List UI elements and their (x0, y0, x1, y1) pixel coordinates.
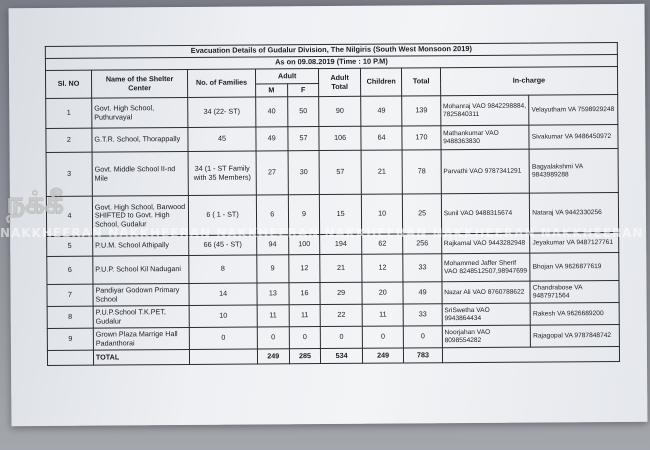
row-total: 170 (402, 126, 440, 150)
row-incharge-va: Chandrabose VA 9487971564 (530, 280, 619, 303)
total-m: 249 (257, 349, 289, 364)
row-incharge-va: Nataraj VA 9442330256 (530, 192, 619, 233)
row-female: 57 (288, 127, 320, 151)
row-sl-no: 2 (46, 128, 92, 152)
row-incharge-va: Rakesh VA 9626689200 (530, 302, 619, 325)
row-female: 11 (289, 305, 321, 327)
row-adult-total: 57 (319, 150, 361, 194)
row-families: 14 (189, 283, 257, 305)
row-families: 0 (189, 327, 257, 349)
row-families: 10 (189, 305, 257, 327)
total-children: 249 (362, 348, 404, 363)
total-label: TOTAL (93, 349, 189, 365)
total-total: 783 (404, 348, 442, 363)
header-total: Total (402, 68, 440, 96)
row-incharge-vao: Mohanraj VAO 9842298884, 7825840311 (440, 95, 529, 126)
row-families: 66 (45 - ST) (189, 235, 257, 255)
row-female: 0 (289, 327, 321, 349)
row-sl-no: 9 (47, 328, 93, 350)
row-male: 11 (257, 305, 289, 327)
row-total: 0 (404, 326, 442, 348)
row-shelter-name: Grown Plaza Marrige Hall Padanthorai (93, 327, 189, 350)
total-families (190, 349, 258, 364)
table-row (46, 192, 618, 236)
row-shelter-name: Govt. Middle School II-nd Mile (92, 151, 189, 196)
row-incharge-va: Velayutham VA 7598929248 (529, 94, 618, 125)
row-female: 9 (288, 195, 320, 235)
row-shelter-name: P.U.P.School T.K.PET, Gudalur (93, 305, 189, 328)
total-blank (47, 350, 93, 365)
row-female: 30 (288, 151, 320, 195)
row-male: 27 (256, 151, 288, 195)
row-sl-no: 7 (47, 284, 93, 306)
row-children: 49 (361, 96, 403, 126)
row-sl-no: 6 (47, 256, 93, 284)
row-shelter-name: G.T.R. School, Thorappally (92, 127, 188, 152)
row-adult-total: 0 (321, 326, 363, 348)
header-f: F (287, 84, 319, 97)
header-children: Children (360, 68, 402, 96)
row-shelter-name: Pandiyar Godown Primary School (93, 283, 189, 306)
row-male: 9 (257, 255, 289, 283)
row-incharge-va: Jeyakumar VA 9487127761 (530, 232, 619, 253)
row-sl-no: 3 (46, 152, 92, 196)
row-adult-total: 90 (319, 96, 361, 126)
row-male: 94 (257, 235, 289, 255)
row-adult-total: 194 (320, 234, 362, 254)
table-subtitle: As on 09.08.2019 (Time : 10 P.M) (45, 54, 617, 70)
row-sl-no: 8 (47, 306, 93, 328)
row-incharge-vao: Mathankumar VAO 9488363830 (441, 125, 530, 150)
row-total: 256 (403, 234, 441, 254)
row-incharge-va: Bagyalakshmi VA 9843989288 (529, 148, 618, 193)
row-children: 12 (362, 254, 404, 282)
row-adult-total: 29 (320, 282, 362, 304)
table-title: Evacuation Details of Gudalur Division, The Nilgiris (South West Monsoon 2019) (45, 42, 617, 58)
watermark-text: NAKKHEERAN NAKKHEERAN NAKKHEERAN NAKKHEERAN NAKKHEERAN NAKKHEERAN (0, 226, 644, 240)
row-sl-no: 5 (47, 236, 93, 256)
row-total: 33 (403, 254, 441, 282)
row-adult-total: 21 (320, 254, 362, 282)
row-total: 25 (403, 194, 442, 234)
row-incharge-vao: Nazar Ali VAO 8760788622 (442, 281, 531, 304)
row-children: 0 (362, 326, 404, 348)
header-m: M (256, 84, 288, 97)
row-shelter-name: P.U.P. School Kil Nadugani (93, 255, 189, 284)
row-adult-total: 106 (319, 126, 361, 150)
row-incharge-va: Sivakumar VA 9486450972 (529, 124, 618, 149)
header-sl-no: Sl. NO (45, 70, 91, 98)
row-adult-total: 22 (320, 304, 362, 326)
row-shelter-name: Govt. High School, Barwood SHIFTED to Govt. High School, Gudalur (92, 195, 188, 236)
header-adult-total: Adult Total (319, 68, 361, 96)
row-female: 50 (287, 97, 319, 127)
row-sl-no: 4 (46, 196, 92, 236)
row-total: 139 (402, 96, 440, 126)
total-row (47, 346, 619, 365)
row-total: 49 (403, 282, 441, 304)
row-children: 11 (362, 304, 404, 326)
row-adult-total: 15 (320, 194, 362, 234)
header-families: No. of Families (188, 69, 256, 97)
row-incharge-vao: Sunil VAO 9488315674 (441, 193, 530, 234)
row-families: 45 (188, 127, 256, 151)
row-incharge-vao: Parvathi VAO 9787341291 (441, 149, 530, 194)
header-incharge: In-charge (440, 66, 617, 95)
row-incharge-va: Bhojan VA 9626877619 (530, 252, 619, 281)
row-male: 40 (256, 97, 288, 127)
paper-sheet (9, 4, 648, 426)
row-incharge-vao: SriSwetha VAO 9943864434 (442, 303, 531, 326)
row-families: 8 (189, 255, 257, 283)
row-female: 100 (288, 235, 320, 255)
row-total: 78 (402, 150, 441, 194)
row-female: 12 (288, 255, 320, 283)
row-incharge-vao: Mohammed Jaffer Sherif VAO 8248512507,98947699 (441, 253, 530, 282)
row-incharge-vao: Rajkamal VAO 9443282948 (441, 233, 530, 254)
row-male: 0 (257, 327, 289, 349)
table-row (47, 252, 619, 284)
row-incharge-vao: Noorjahan VAO 8098554282 (442, 325, 531, 348)
header-shelter: Name of the Shelter Center (91, 69, 187, 98)
total-adult: 534 (321, 348, 363, 363)
row-sl-no: 1 (46, 98, 92, 128)
table-row (46, 148, 618, 196)
row-families: 6 ( 1 - ST) (189, 195, 257, 235)
table-row (46, 94, 618, 128)
row-incharge-va: Rajagopal VA 9787848742 (531, 324, 620, 347)
row-children: 21 (361, 150, 403, 194)
row-total: 33 (404, 304, 442, 326)
total-f: 285 (289, 349, 321, 364)
row-male: 49 (256, 127, 288, 151)
row-male: 6 (256, 195, 288, 235)
row-children: 20 (362, 282, 404, 304)
row-shelter-name: P.U.M. School Athipally (93, 235, 189, 256)
watermark-logo: நக்கீ (6, 186, 64, 221)
evacuation-table (45, 42, 620, 366)
row-children: 64 (361, 126, 403, 150)
row-children: 62 (362, 234, 404, 254)
row-families: 34 (1 - ST Family with 35 Members) (188, 151, 256, 195)
row-female: 16 (289, 283, 321, 305)
row-shelter-name: Govt. High School, Puthurvayal (92, 97, 188, 128)
header-adult: Adult (255, 69, 319, 84)
row-male: 13 (257, 283, 289, 305)
total-incharge (442, 346, 619, 362)
row-families: 34 (22- ST) (188, 97, 256, 127)
row-children: 10 (361, 194, 403, 234)
table-body (46, 94, 620, 350)
